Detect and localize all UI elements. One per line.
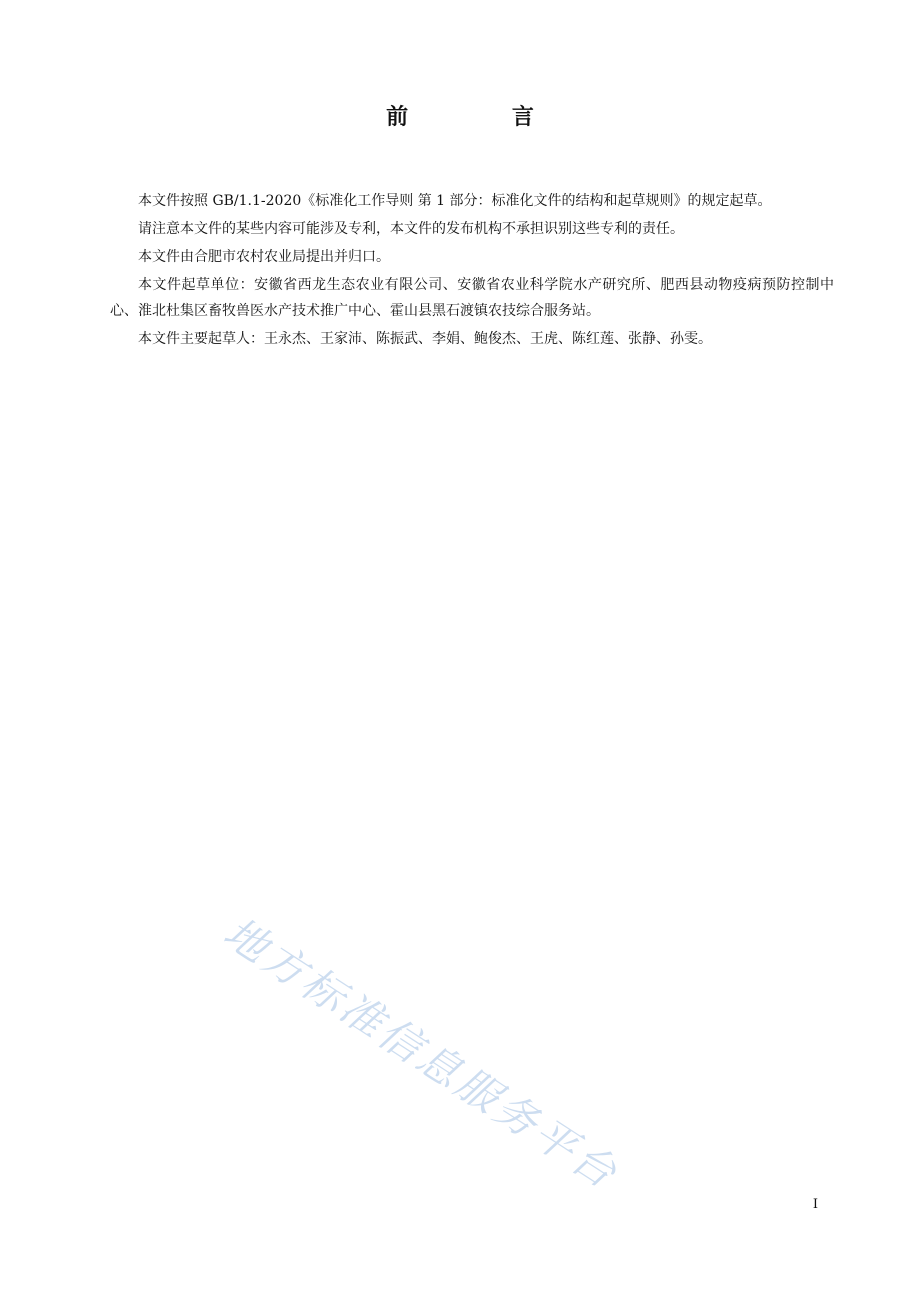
page-number: I <box>812 1197 818 1212</box>
page-title: 前 言 <box>386 105 582 130</box>
watermark-text: 地方标准信息服务平台 <box>215 907 628 1200</box>
paragraph-patent-notice: 请注意本文件的某些内容可能涉及专利，本文件的发布机构不承担识别这些专利的责任。 <box>138 221 684 237</box>
paragraph-drafting-units: 本文件起草单位：安徽省西龙生态农业有限公司、安徽省农业科学院水产研究所、肥西县动物疫病预防控制中心、淮北杜集区畜牧兽医水产技术推广中心、霍山县黑石渡镇农技综合服务站。 <box>110 277 834 319</box>
paragraph-proposing-body: 本文件由合肥市农村农业局提出并归口。 <box>138 249 390 265</box>
document-body <box>110 188 834 354</box>
paragraph-main-drafters: 本文件主要起草人：王永杰、王家沛、陈振武、李娟、鲍俊杰、王虎、陈红莲、张静、孙雯。 <box>138 331 712 347</box>
paragraph-drafting-rules: 本文件按照 GB/1.1-2020《标准化工作导则 第 1 部分：标准化文件的结构和起草规则》的规定起草。 <box>138 193 772 209</box>
